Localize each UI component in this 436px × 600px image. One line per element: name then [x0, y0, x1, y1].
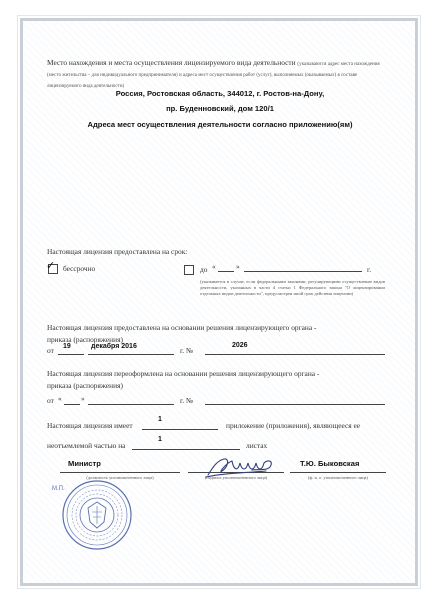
checkmark-icon: ✓ — [46, 259, 56, 272]
basis-from-prefix: от — [47, 346, 54, 355]
basis-number: 2026 — [232, 342, 248, 349]
appendix-line1-suffix: приложение (приложения), являющееся ее — [226, 421, 361, 430]
reissue-line-2: приказа (распоряжения) — [47, 381, 123, 390]
reissue-month-line — [88, 404, 174, 405]
appendix-sheets: 1 — [158, 436, 162, 443]
signer-position: Министр — [68, 459, 101, 468]
basis-year-suffix: г. № — [180, 346, 193, 355]
address-line-1: Россия, Ростовская область, 344012, г. Ростов-на-Дону, — [115, 89, 325, 98]
reissue-from-prefix: от — [47, 396, 54, 405]
basis-number-line — [205, 354, 385, 355]
address-line-3: Адреса мест осуществления деятельности согласно приложению(ям) — [87, 120, 353, 129]
stamp-label: М.П. — [52, 486, 65, 492]
reissue-text — [47, 368, 387, 392]
until-date-line — [244, 271, 362, 272]
until-note: (указывается в случае, если федеральными законами, регулирующими осуществление видов деятельности, указанных в части 4 статьи 1 Федерального закона "О лицензировании отдельных видов деятельности", предусмотрен иной срок действия лицензии) — [200, 279, 385, 296]
position-caption: (должность уполномоченного лица) — [86, 475, 154, 480]
appendix-count: 1 — [158, 416, 162, 423]
reissue-quote-close: » — [81, 394, 85, 403]
until-prefix: до — [200, 265, 208, 274]
until-quote-close: » — [236, 262, 240, 271]
reissue-year-suffix: г. № — [180, 396, 193, 405]
appendix-line2-suffix: листах — [246, 441, 268, 450]
location-label-block — [47, 58, 387, 91]
term-label: Настоящая лицензия предоставлена на срок: — [47, 247, 188, 256]
appendix-sheets-line — [132, 449, 240, 450]
signer-name: Т.Ю. Быковская — [300, 459, 360, 468]
name-caption: (ф. и. о. уполномоченного лица) — [308, 475, 368, 480]
handwritten-signature — [204, 451, 280, 481]
signature-caption: (подпись уполномоченного лица) — [204, 475, 268, 480]
address-block — [40, 88, 400, 130]
unlimited-label: бессрочно — [63, 264, 96, 273]
until-checkbox[interactable] — [184, 265, 194, 275]
basis-line-1: Настоящая лицензия предоставлена на основании решения лицензирующего органа - — [47, 323, 317, 332]
reissue-quote-open: « — [58, 394, 62, 403]
location-label: Место нахождения и места осуществления лицензируемого вида деятельности — [47, 58, 296, 67]
basis-month-year: декабря 2016 — [91, 343, 137, 350]
location-note: (указываются адрес места нахождения (место жительства – для индивидуального предпринимателя) и адреса мест осуществления работ (услуг), выполняемых (оказываемых) в составе лицензируемого вида деятельности) — [47, 62, 380, 89]
reissue-number-line — [205, 404, 385, 405]
until-quote-open: « — [212, 262, 216, 271]
official-seal — [60, 478, 134, 552]
position-line — [60, 472, 180, 473]
basis-day: 19 — [63, 343, 71, 350]
basis-line-2: приказа (распоряжения) — [47, 335, 123, 344]
until-year-suffix: г. — [367, 265, 372, 274]
reissue-day-line — [64, 404, 80, 405]
basis-month-line — [88, 354, 174, 355]
until-day-line — [218, 271, 234, 272]
name-line — [290, 472, 386, 473]
address-line-2: пр. Буденновский, дом 120/1 — [166, 104, 274, 113]
appendix-line2-prefix: неотъемлемой частью на — [47, 441, 126, 450]
appendix-count-line — [142, 429, 218, 430]
appendix-line1-prefix: Настоящая лицензия имеет — [47, 421, 133, 430]
reissue-line-1: Настоящая лицензия переоформлена на основании решения лицензирующего органа - — [47, 369, 320, 378]
basis-day-line — [58, 354, 84, 355]
